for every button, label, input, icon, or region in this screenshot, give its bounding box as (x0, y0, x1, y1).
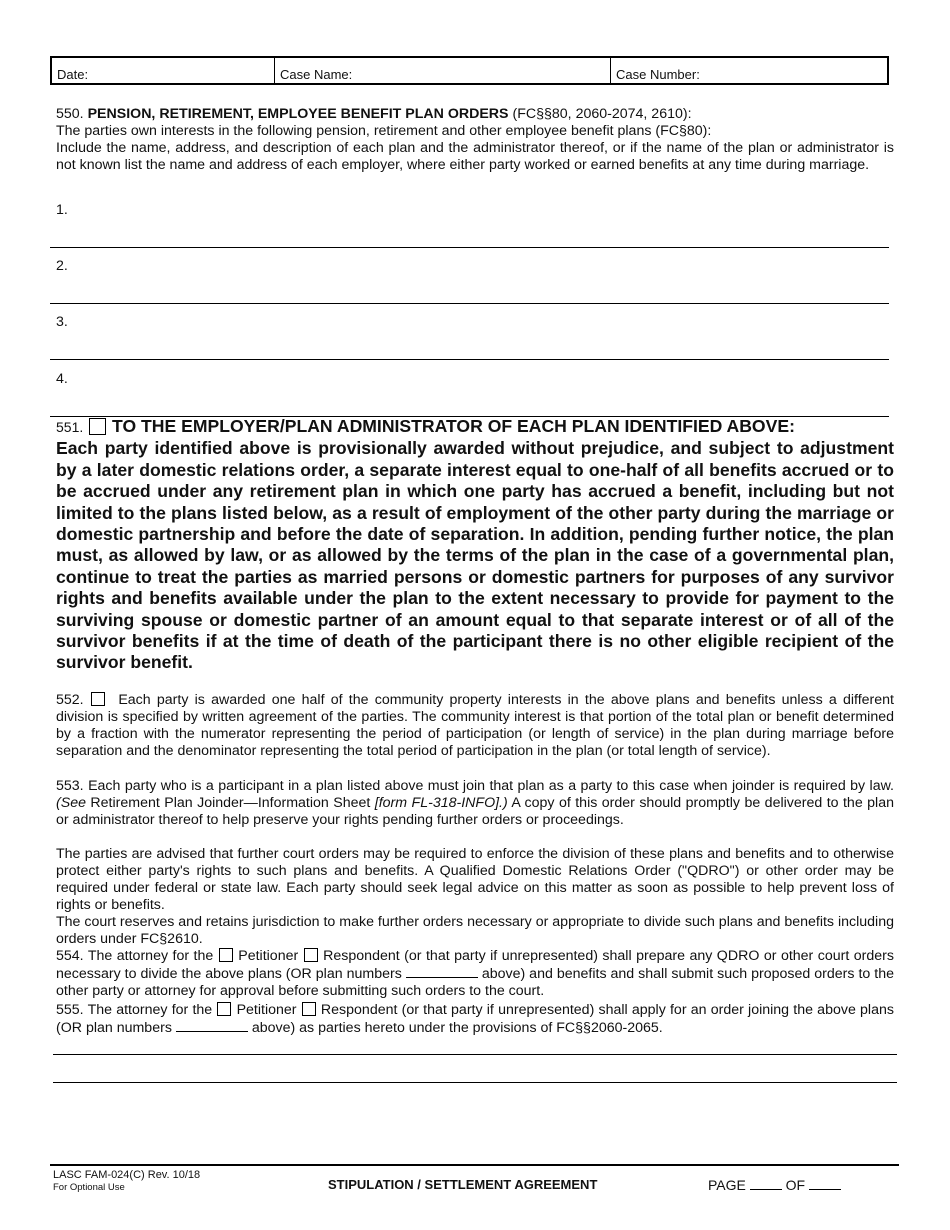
section-552 (56, 692, 894, 760)
section-554 (56, 948, 894, 1000)
s555-petitioner-checkbox[interactable] (217, 1002, 231, 1016)
s555-lead: The attorney for the (87, 1002, 213, 1018)
s551-title: TO THE EMPLOYER/PLAN ADMINISTRATOR OF EACH PLAN IDENTIFIED ABOVE: (112, 416, 795, 436)
s554-respondent-checkbox[interactable] (304, 948, 318, 962)
case-name-label: Case Name: (280, 67, 353, 82)
s551-body: Each party identified above is provisionally awarded without prejudice, and subject to adjustment by a later domestic relations order, a separate interest equal to one-half of all benefits accrued or to be accrued under any retirement plan in which one party has accrued a benefit, including but not limited to the plans listed below, as a result of employment of the other party during the marriage or domestic partnership and before the date of separation. In addition, pending further notice, the plan must, as allowed by law, or as allowed by the terms of the plan in the case of a governmental plan, continue to treat the parties as married persons or domestic partners for purposes of any survivor rights and benefits available under the plan to the extent necessary to provide for payment to the surviving spouse or domestic partner of an amount equal to that separate interest or of all of the survivor benefits if at the time of death of the participant there is no other eligible recipient of the survivor benefit. (56, 438, 894, 673)
section-553 (56, 778, 894, 829)
s554-petitioner: Petitioner (238, 948, 299, 964)
section-550 (56, 106, 894, 140)
s554-lead: The attorney for the (87, 948, 214, 964)
date-field[interactable] (52, 58, 275, 83)
plan-item-3-label: 3. (56, 314, 68, 330)
plan-item-1-label: 1. (56, 202, 68, 218)
s554-plan-numbers-blank[interactable] (406, 965, 478, 978)
section-555 (56, 1002, 894, 1037)
plan-item-2-line[interactable] (50, 303, 889, 304)
date-label: Date: (57, 67, 89, 82)
of-label: OF (785, 1177, 806, 1193)
qdro-advice: The parties are advised that further court orders may be required to enforce the division of these plans and benefits and to otherwise protect either party's rights to such plans and benefits. A Qualified Domestic Relations Order ("QDRO") or other order may be required under federal or state law. Each party should seek legal advice on this matter as soon as possible to help prevent loss of rights or benefits. (56, 846, 894, 913)
s551-num: 551. (56, 419, 84, 435)
s552-body: Each party is awarded one half of the community property interests in the above plans and benefits unless a different division is specified by written agreement of the parties. The community interest is that portion of the total plan or benefit determined by a fraction with the numerator representing the period of participation (or length of service) in the plan during marriage before separation and the denominator representing the total period of participation in the plan (or total length of service). (56, 692, 895, 759)
s554-petitioner-checkbox[interactable] (219, 948, 233, 962)
s552-num: 552. (56, 692, 84, 708)
plan-item-1-line[interactable] (50, 247, 889, 248)
s554-respondent: Respondent (or that party if unrepresented) shall prepare any QDRO or other court orders necessary to divide the above plans (OR plan numbers (56, 948, 894, 982)
plan-item-3-line[interactable] (50, 359, 889, 360)
s555-respondent-checkbox[interactable] (302, 1002, 316, 1016)
s552-checkbox[interactable] (91, 692, 105, 706)
additional-line-1[interactable] (53, 1054, 897, 1055)
additional-line-2[interactable] (53, 1082, 897, 1083)
s550-cite: (FC§§80, 2060-2074, 2610): (512, 106, 692, 122)
s553-text-a: Each party who is a participant in a plan listed above must join that plan as a party to this case when joinder is required by law. (88, 778, 894, 794)
s555-num: 555. (56, 1002, 84, 1018)
page-total-blank[interactable] (809, 1177, 841, 1190)
s555-tail: above) as parties hereto under the provisions of FC§§2060-2065. (251, 1020, 663, 1036)
s550-num: 550. (56, 106, 84, 122)
s555-plan-numbers-blank[interactable] (176, 1019, 248, 1032)
s555-respondent: Respondent (or that party if unrepresented) shall apply for an order joining the above plans (OR plan numbers (56, 1002, 894, 1036)
case-number-field[interactable] (611, 58, 887, 83)
form-code: LASC FAM-024(C) Rev. 10/18 (53, 1169, 201, 1181)
s553-form: [form FL-318-INFO].) (374, 795, 508, 811)
s550-line1: The parties own interests in the following pension, retirement and other employee benefit plans (FC§80): (56, 123, 712, 139)
case-name-field[interactable] (275, 58, 611, 83)
s554-tail: above) and benefits and shall submit such proposed orders to the other party or attorney for approval before submitting such orders to the court. (56, 966, 894, 999)
s550-title: PENSION, RETIREMENT, EMPLOYEE BENEFIT PLAN ORDERS (87, 106, 509, 122)
s550-instructions: Include the name, address, and description of each plan and the administrator thereof, or if the name of the plan or administrator is not known list the name and address of each employer, where either party worked or earned benefits at any time during marriage. (56, 140, 894, 173)
footer-title: STIPULATION / SETTLEMENT AGREEMENT (328, 1177, 598, 1192)
case-header-box (50, 56, 889, 85)
plan-item-2-label: 2. (56, 258, 68, 274)
s551-checkbox[interactable] (89, 418, 106, 435)
s553-num: 553. (56, 778, 84, 794)
s555-petitioner: Petitioner (236, 1002, 297, 1018)
page-number-blank[interactable] (750, 1177, 782, 1190)
s553-sheet: Retirement Plan Joinder—Information Sheet (90, 795, 371, 811)
s553-text-b: A copy of this order should promptly be delivered to the plan or administrator thereof to help preserve your rights pending further orders or proceedings. (56, 795, 894, 828)
section-551 (56, 416, 894, 674)
jurisdiction-reserve: The court reserves and retains jurisdiction to make further orders necessary or appropriate to divide such plans and benefits including orders under FC§2610. (56, 914, 894, 947)
footer-page (708, 1177, 841, 1193)
s553-see: (See (56, 795, 86, 811)
plan-item-4-label: 4. (56, 371, 68, 387)
page-label: PAGE (708, 1177, 746, 1193)
case-number-label: Case Number: (616, 67, 700, 82)
footer-form-code (53, 1169, 200, 1194)
optional-use: For Optional Use (53, 1182, 125, 1193)
footer-divider (50, 1164, 899, 1166)
s554-num: 554. (56, 948, 84, 964)
